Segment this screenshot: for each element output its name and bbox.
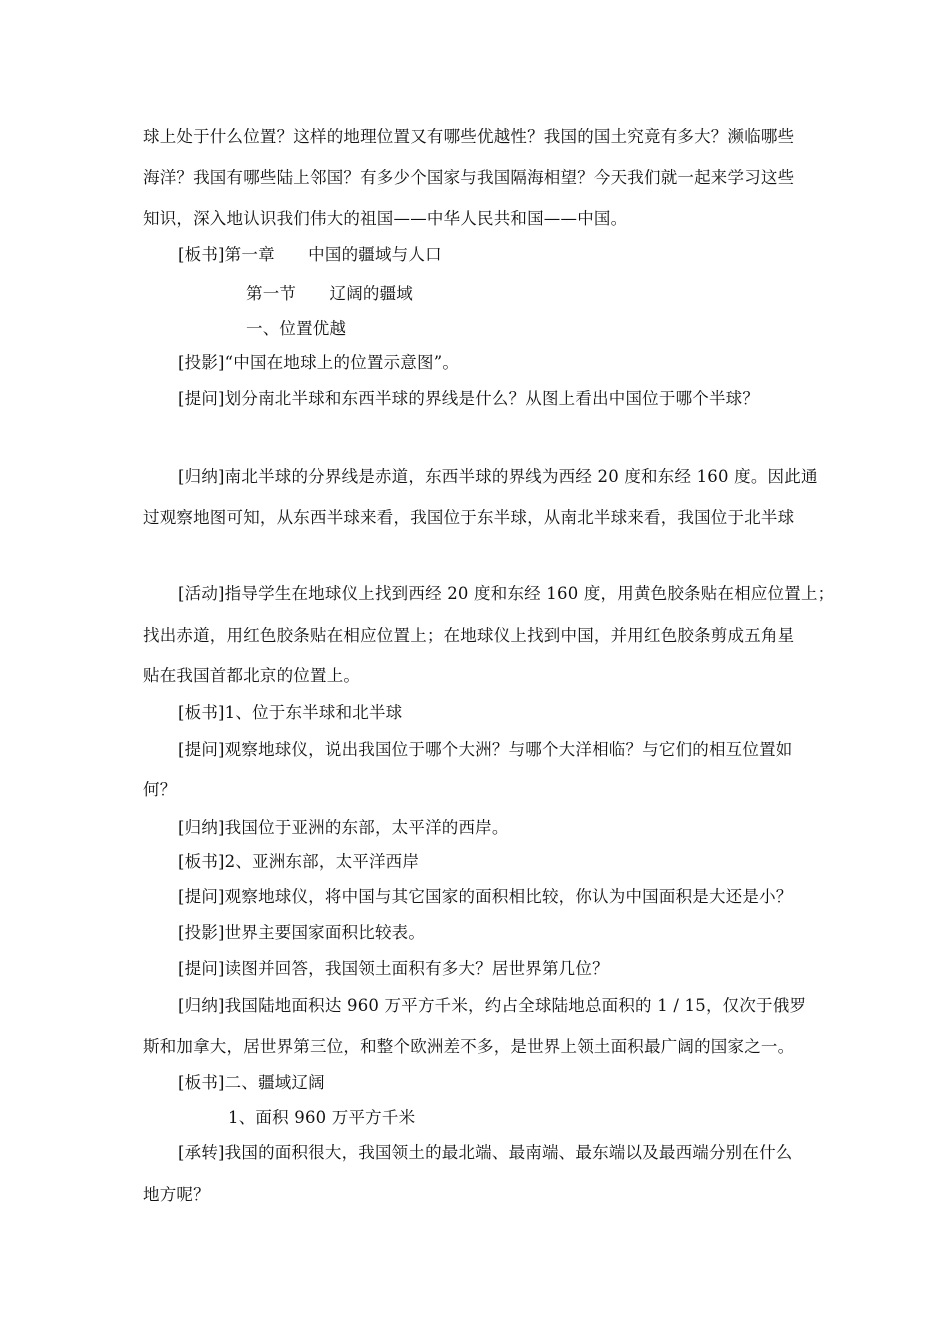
text-line: [活动]指导学生在地球仪上找到西经 20 度和东经 160 度，用黄色胶条贴在相应位置上； (178, 584, 835, 603)
text-line: [提问]观察地球仪，将中国与其它国家的面积相比较，你认为中国面积是大还是小？ (178, 887, 793, 906)
text-line: 一、位置优越 (246, 319, 347, 338)
text-line: 知识，深入地认识我们伟大的祖国——中华人民共和国——中国。 (143, 209, 628, 228)
text-line: 何？ (143, 780, 177, 799)
text-line: [板书]1、位于东半球和北半球 (178, 703, 403, 722)
text-line: 球上处于什么位置？这样的地理位置又有哪些优越性？我国的国土究竟有多大？濒临哪些 (143, 127, 795, 146)
text-line: 海洋？我国有哪些陆上邻国？有多少个国家与我国隔海相望？今天我们就一起来学习这些 (143, 168, 795, 187)
text-line: [板书]二、疆域辽阔 (178, 1073, 325, 1092)
text-line: [提问]划分南北半球和东西半球的界线是什么？从图上看出中国位于哪个半球？ (178, 389, 760, 408)
text-line: [归纳]南北半球的分界线是赤道，东西半球的界线为西经 20 度和东经 160 度。因此通 (178, 467, 818, 486)
text-line: [投影]世界主要国家面积比较表。 (178, 923, 426, 942)
text-line: 贴在我国首都北京的位置上。 (143, 666, 361, 685)
text-line: 1、面积 960 万平方千米 (228, 1108, 416, 1127)
text-line: [板书]2、亚洲东部，太平洋西岸 (178, 852, 420, 871)
text-line: [提问]读图并回答，我国领土面积有多大？居世界第几位？ (178, 959, 609, 978)
text-line: 找出赤道，用红色胶条贴在相应位置上；在地球仪上找到中国，并用红色胶条剪成五角星 (143, 626, 795, 645)
text-line: [承转]我国的面积很大，我国领土的最北端、最南端、最东端以及最西端分别在什么 (178, 1143, 793, 1162)
text-line: [提问]观察地球仪，说出我国位于哪个大洲？与哪个大洋相临？与它们的相互位置如 (178, 740, 793, 759)
text-line: [投影]“中国在地球上的位置示意图”。 (178, 353, 460, 372)
text-line: [归纳]我国位于亚洲的东部，太平洋的西岸。 (178, 818, 509, 837)
text-line: 第一节 辽阔的疆域 (246, 284, 413, 303)
text-line: 斯和加拿大，居世界第三位，和整个欧洲差不多，是世界上领土面积最广阔的国家之一。 (143, 1037, 795, 1056)
text-line: [归纳]我国陆地面积达 960 万平方千米，约占全球陆地总面积的 1 / 15，仅次于俄罗 (178, 996, 807, 1015)
text-line: [板书]第一章 中国的疆域与人口 (178, 245, 442, 264)
text-line: 过观察地图可知，从东西半球来看，我国位于东半球，从南北半球来看，我国位于北半球 (143, 508, 795, 527)
text-line: 地方呢？ (143, 1185, 210, 1204)
